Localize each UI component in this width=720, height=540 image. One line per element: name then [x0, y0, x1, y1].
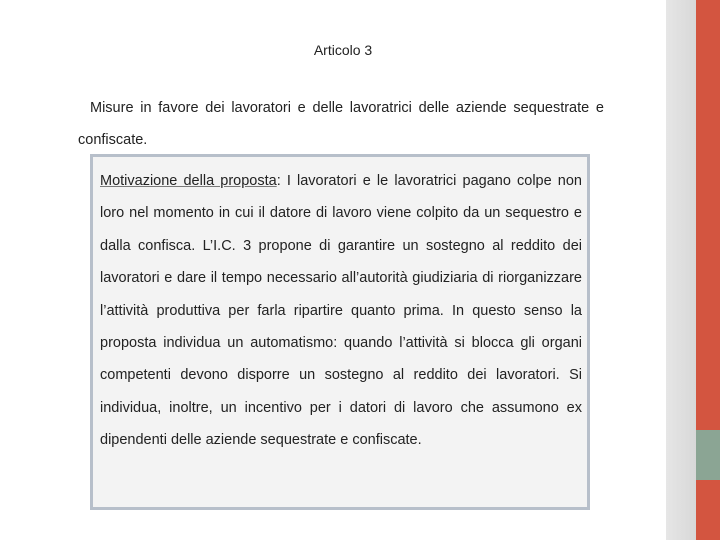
motivation-box — [90, 154, 590, 510]
accent-band-top — [696, 0, 720, 430]
side-gray-strip — [666, 0, 696, 540]
motivation-label: Motivazione della proposta — [100, 173, 277, 189]
article-subtitle: Misure in favore dei lavoratori e delle lavoratrici delle aziende sequestrate e confiscate. — [78, 100, 604, 148]
accent-band-middle — [696, 430, 720, 480]
article-title: Articolo 3 — [313, 42, 373, 58]
motivation-separator: : — [276, 173, 281, 189]
motivation-body: I lavoratori e le lavoratrici pagano colpe non loro nel momento in cui il datore di lavoro viene colpito da un sequestro e dalla confisca. L’I.C. 3 propone di garantire un sostegno al reddito dei lavoratori e dare il tempo necessario all’autorità giudiziaria di riorganizzare l’attività produttiva per farla ripartire quanto prima. In questo senso la proposta individua un automatismo: quando l’attività si blocca gli organi competenti devono disporre un sostegno al reddito dei lavoratori. Si individua, inoltre, un incentivo per i datori di lavoro che assumono ex dipendenti delle aziende sequestrate e confiscate. — [100, 173, 582, 449]
motivation-paragraph — [100, 165, 582, 457]
accent-band-bottom — [696, 480, 720, 540]
